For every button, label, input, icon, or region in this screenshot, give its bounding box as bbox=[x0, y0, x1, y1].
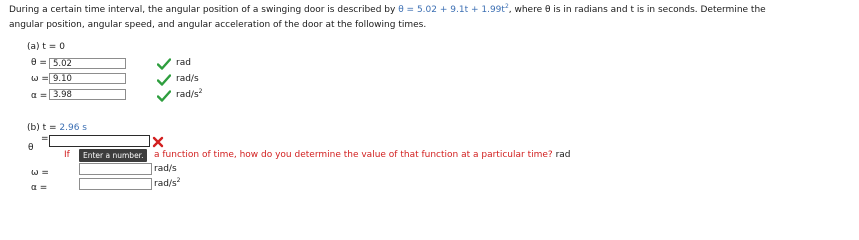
omega-unit-b: rad/s bbox=[154, 164, 177, 174]
problem-statement-line2: angular position, angular speed, and angular acceleration of the door at the following times. bbox=[9, 20, 427, 30]
theta-label-b: θ bbox=[28, 143, 34, 153]
part-a-label: (a) t = 0 bbox=[27, 42, 65, 52]
close-icon bbox=[152, 136, 164, 148]
alpha-input-a[interactable]: 3.98 bbox=[49, 89, 126, 100]
problem-intro: During a certain time interval, the angular position of a swinging door is described by bbox=[9, 5, 396, 15]
omega-input-b[interactable] bbox=[79, 163, 152, 175]
omega-label-b: ω = bbox=[31, 168, 49, 178]
tooltip: Enter a number. bbox=[79, 149, 147, 162]
omega-input-a[interactable]: 9.10 bbox=[49, 73, 126, 84]
theta-eq-sign-b: = bbox=[41, 134, 49, 144]
check-icon bbox=[157, 74, 171, 86]
alpha-label-a: α = bbox=[31, 91, 48, 101]
feedback-prefix: If bbox=[64, 150, 70, 160]
alpha-input-b[interactable] bbox=[79, 178, 152, 190]
problem-statement-line1 bbox=[9, 5, 766, 15]
theta-input-b[interactable] bbox=[49, 135, 150, 147]
theta-label-a: θ = bbox=[31, 58, 47, 68]
check-icon bbox=[157, 90, 171, 102]
theta-unit-a: rad bbox=[176, 58, 191, 68]
omega-label-a: ω = bbox=[31, 74, 49, 84]
alpha-unit-b: rad/$s^2$ bbox=[154, 177, 181, 189]
problem-suffix: , where θ is in radians and t is in seconds. Determine the bbox=[508, 5, 766, 15]
omega-unit-a: rad/s bbox=[176, 74, 199, 84]
theta-input-a[interactable]: 5.02 bbox=[49, 58, 126, 69]
alpha-unit-a: rad/$s^2$ bbox=[176, 88, 203, 100]
check-icon bbox=[157, 58, 171, 70]
feedback-message: a function of time, how do you determine the value of that function at a particular time? rad bbox=[154, 150, 571, 160]
alpha-label-b: α = bbox=[31, 183, 48, 193]
feedback-unit: rad bbox=[555, 150, 571, 160]
part-b-label: (b) t = 2.96 s bbox=[27, 123, 87, 133]
problem-equation: $\theta = 5.02 + 9.1t + 1.99t^2$ bbox=[398, 3, 509, 15]
part-b-time: 2.96 s bbox=[59, 123, 87, 133]
